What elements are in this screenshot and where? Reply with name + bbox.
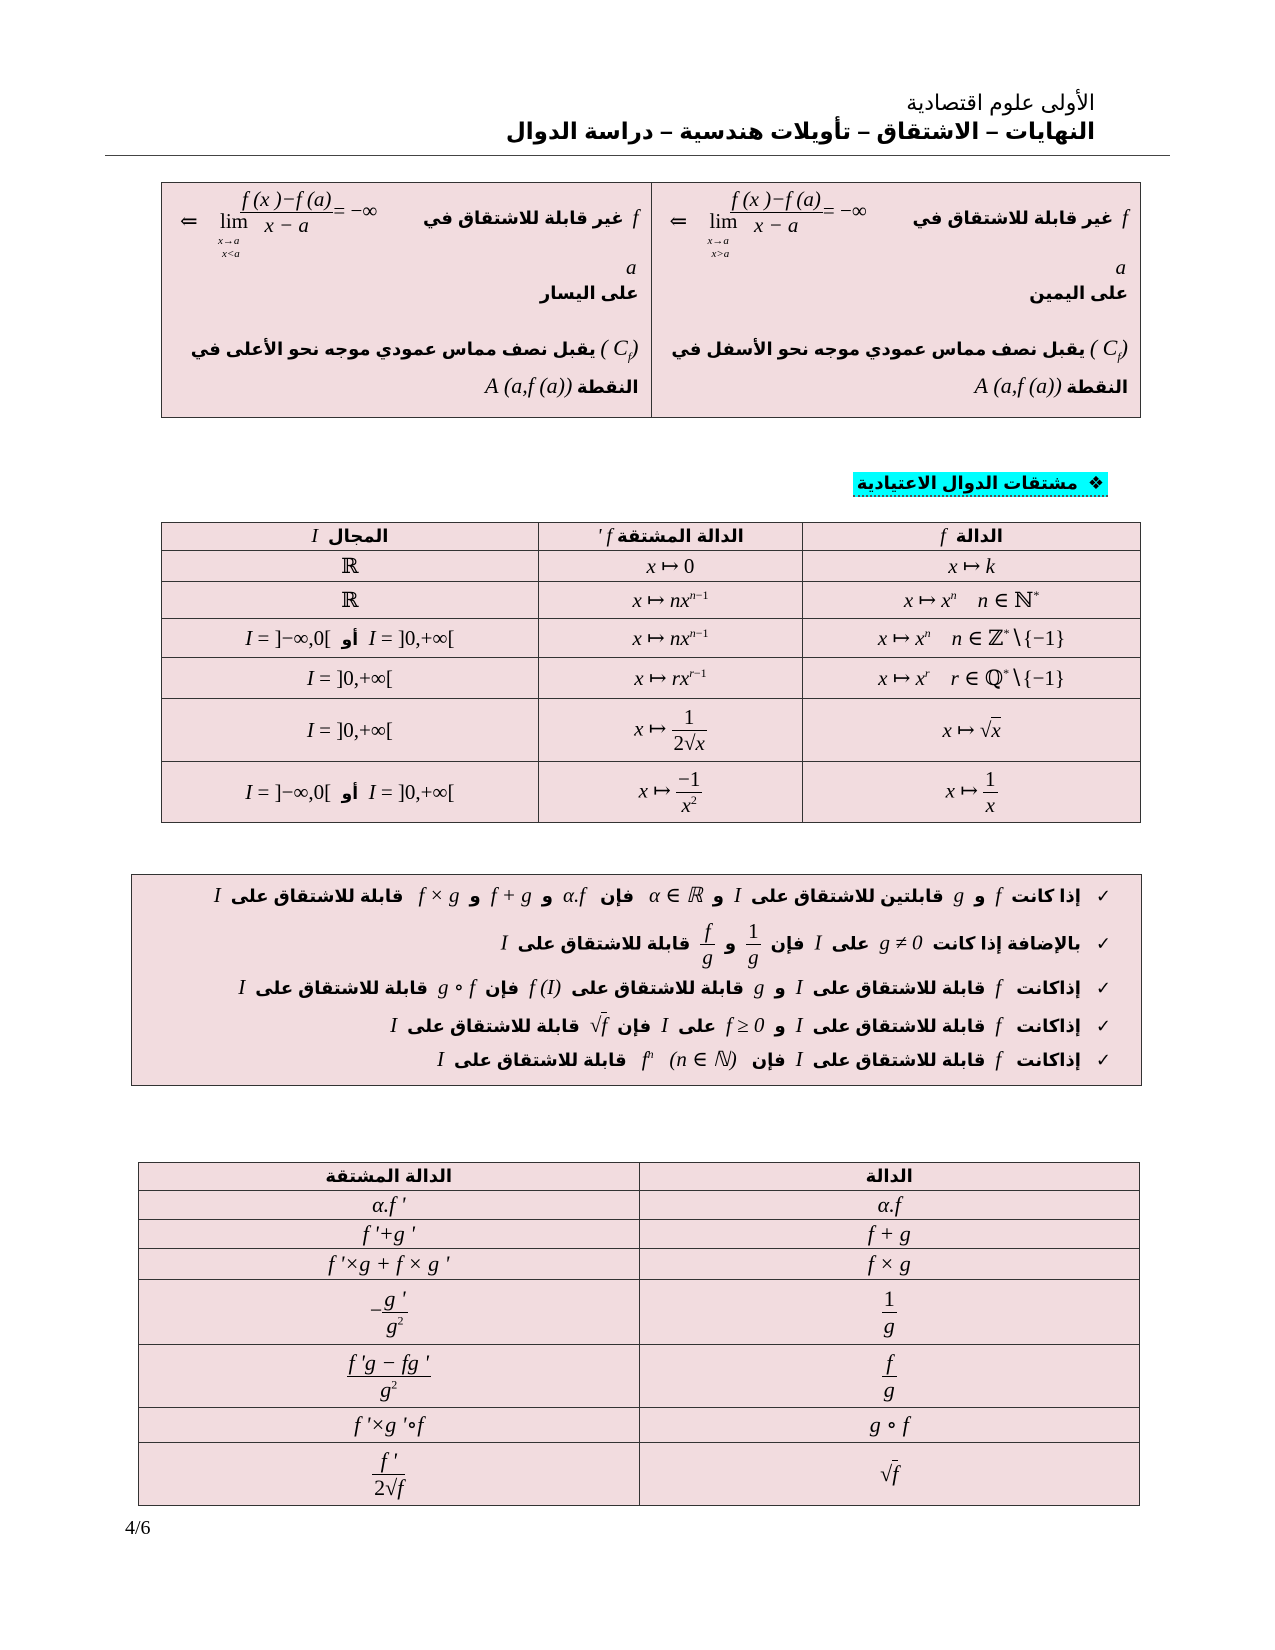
section-heading: ❖ مشتقات الدوال الاعتيادية bbox=[853, 472, 1108, 497]
col-func-header: الدالة bbox=[639, 1163, 1140, 1191]
col-domain-header: المجال I bbox=[162, 523, 539, 551]
check-icon: ✓ bbox=[1095, 933, 1111, 954]
operations-derivatives-table bbox=[138, 1162, 1140, 1506]
table-row: x ↦ $x^r$ r ∈ ℚ*∖{−1} x ↦ $rx^{r-1}$ I = ]0,+∞[ bbox=[162, 658, 1141, 699]
table-row: √f $\frac{f '}{2√f}$ bbox=[139, 1443, 1140, 1506]
left-side: على اليسار bbox=[539, 283, 639, 303]
derivative-properties-box bbox=[131, 874, 1142, 1086]
diamond-bullet-icon: ❖ bbox=[1087, 473, 1104, 493]
table-row: $\frac{f}{g}$ $\frac{f 'g - fg '}{g^2}$ bbox=[139, 1345, 1140, 1408]
table-row: $\frac{1}{g}$ − $\frac{g '}{g^2}$ bbox=[139, 1280, 1140, 1345]
list-item: ✓ إذاكانت f قابلة للاشتقاق على I فإن $f^n$ (n ∈ ℕ) قابلة للاشتقاق على I bbox=[437, 1047, 1111, 1071]
table-row: f × g f '×g + f × g ' bbox=[139, 1249, 1140, 1280]
list-item: ✓ إذاكانت f قابلة للاشتقاق على I و g قابلة للاشتقاق على f (I) فإن g ∘ f قابلة للاشتقاق على I bbox=[238, 975, 1111, 999]
check-icon: ✓ bbox=[1095, 978, 1111, 998]
col-func-header: الدالة f bbox=[803, 523, 1141, 551]
left-not-diff: غير قابلة للاشتقاق في bbox=[422, 208, 624, 228]
left-limit-cell: f غير قابلة للاشتقاق في ⇐ lim x→a x<a $\frac{f (x )-f (a)}{x - a}$ = −∞ a على اليسار ($C_f$ ) يقبل نصف مماس عمودي موجه نحو الأعلى في النقطة A (a,f (a)) bbox=[162, 183, 652, 418]
col-deriv-header: الدالة المشتقة bbox=[139, 1163, 640, 1191]
list-item: ✓ بالإضافة إذا كانت g ≠ 0 على I فإن $\frac{1}{g}$ و $\frac{f}{g}$ قابلة للاشتقاق على I bbox=[500, 919, 1111, 969]
left-lim-sub2: x<a bbox=[222, 248, 240, 260]
check-icon: ✓ bbox=[1095, 1016, 1111, 1036]
usual-derivatives-table bbox=[161, 522, 1141, 823]
table-row: x ↦ $\frac{1}{x}$ x ↦ $\frac{-1}{x^2}$ I = ]−∞,0[ أو I = ]0,+∞[ bbox=[162, 762, 1141, 823]
left-lim-sub1: x→a bbox=[218, 235, 240, 247]
right-lim-sub2: x>a bbox=[711, 248, 730, 260]
table-row: x ↦ √x x ↦ $\frac{1}{2√x}$ I = ]0,+∞[ bbox=[162, 699, 1141, 762]
header-divider bbox=[105, 155, 1170, 156]
check-icon: ✓ bbox=[1095, 886, 1111, 906]
left-result: = −∞ bbox=[333, 198, 378, 223]
right-point-label: النقطة bbox=[1066, 377, 1128, 397]
table-row: g ∘ f f '×g '∘f bbox=[139, 1408, 1140, 1443]
right-limit-cell: f غير قابلة للاشتقاق في ⇐ lim x→a x>a $\frac{f (x )-f (a)}{x - a}$ = −∞ a على اليمين ($C_f$ ) يقبل نصف مماس عمودي موجه نحو الأسفل في النقطة A (a,f (a)) bbox=[651, 183, 1141, 418]
vertical-tangent-table bbox=[161, 182, 1141, 418]
table-row: x ↦ k x ↦ 0 ℝ bbox=[162, 551, 1141, 582]
table-row: α.f α.f ' bbox=[139, 1191, 1140, 1220]
header-subtitle: الأولى علوم اقتصادية bbox=[906, 90, 1095, 115]
left-tangent: يقبل نصف مماس عمودي موجه نحو الأعلى في bbox=[190, 339, 596, 359]
left-point-label: النقطة bbox=[576, 377, 639, 397]
list-item: ✓ إذا كانت f و g قابلتين للاشتقاق على I و α ∈ ℝ فإن α.f و f + g و f × g قابلة للاشتقاق على I bbox=[213, 883, 1111, 907]
right-result: = −∞ bbox=[822, 198, 867, 223]
table-row: x ↦ $x^n$ n ∈ ℕ* x ↦ $nx^{n-1}$ ℝ bbox=[162, 582, 1141, 619]
right-tangent: يقبل نصف مماس عمودي موجه نحو الأسفل في bbox=[671, 339, 1086, 359]
check-icon: ✓ bbox=[1095, 1050, 1111, 1070]
right-side: على اليمين bbox=[1029, 283, 1128, 303]
col-deriv-header: الدالة المشتقة f ' bbox=[538, 523, 802, 551]
right-not-diff: غير قابلة للاشتقاق في bbox=[912, 208, 1114, 228]
list-item: ✓ إذاكانت f قابلة للاشتقاق على I و f ≥ 0 على I فإن √f قابلة للاشتقاق على I bbox=[390, 1013, 1111, 1037]
right-lim-sub1: x→a bbox=[707, 235, 729, 247]
page-number: 4/6 bbox=[125, 1517, 151, 1539]
table-row: f + g f '+g ' bbox=[139, 1220, 1140, 1249]
table-row: x ↦ $x^n$ n ∈ ℤ*∖{−1} x ↦ $nx^{n-1}$ I = ]−∞,0[ أو I = ]0,+∞[ bbox=[162, 619, 1141, 658]
header-title: النهايات – الاشتقاق – تأويلات هندسية – دراسة الدوال bbox=[505, 118, 1095, 144]
